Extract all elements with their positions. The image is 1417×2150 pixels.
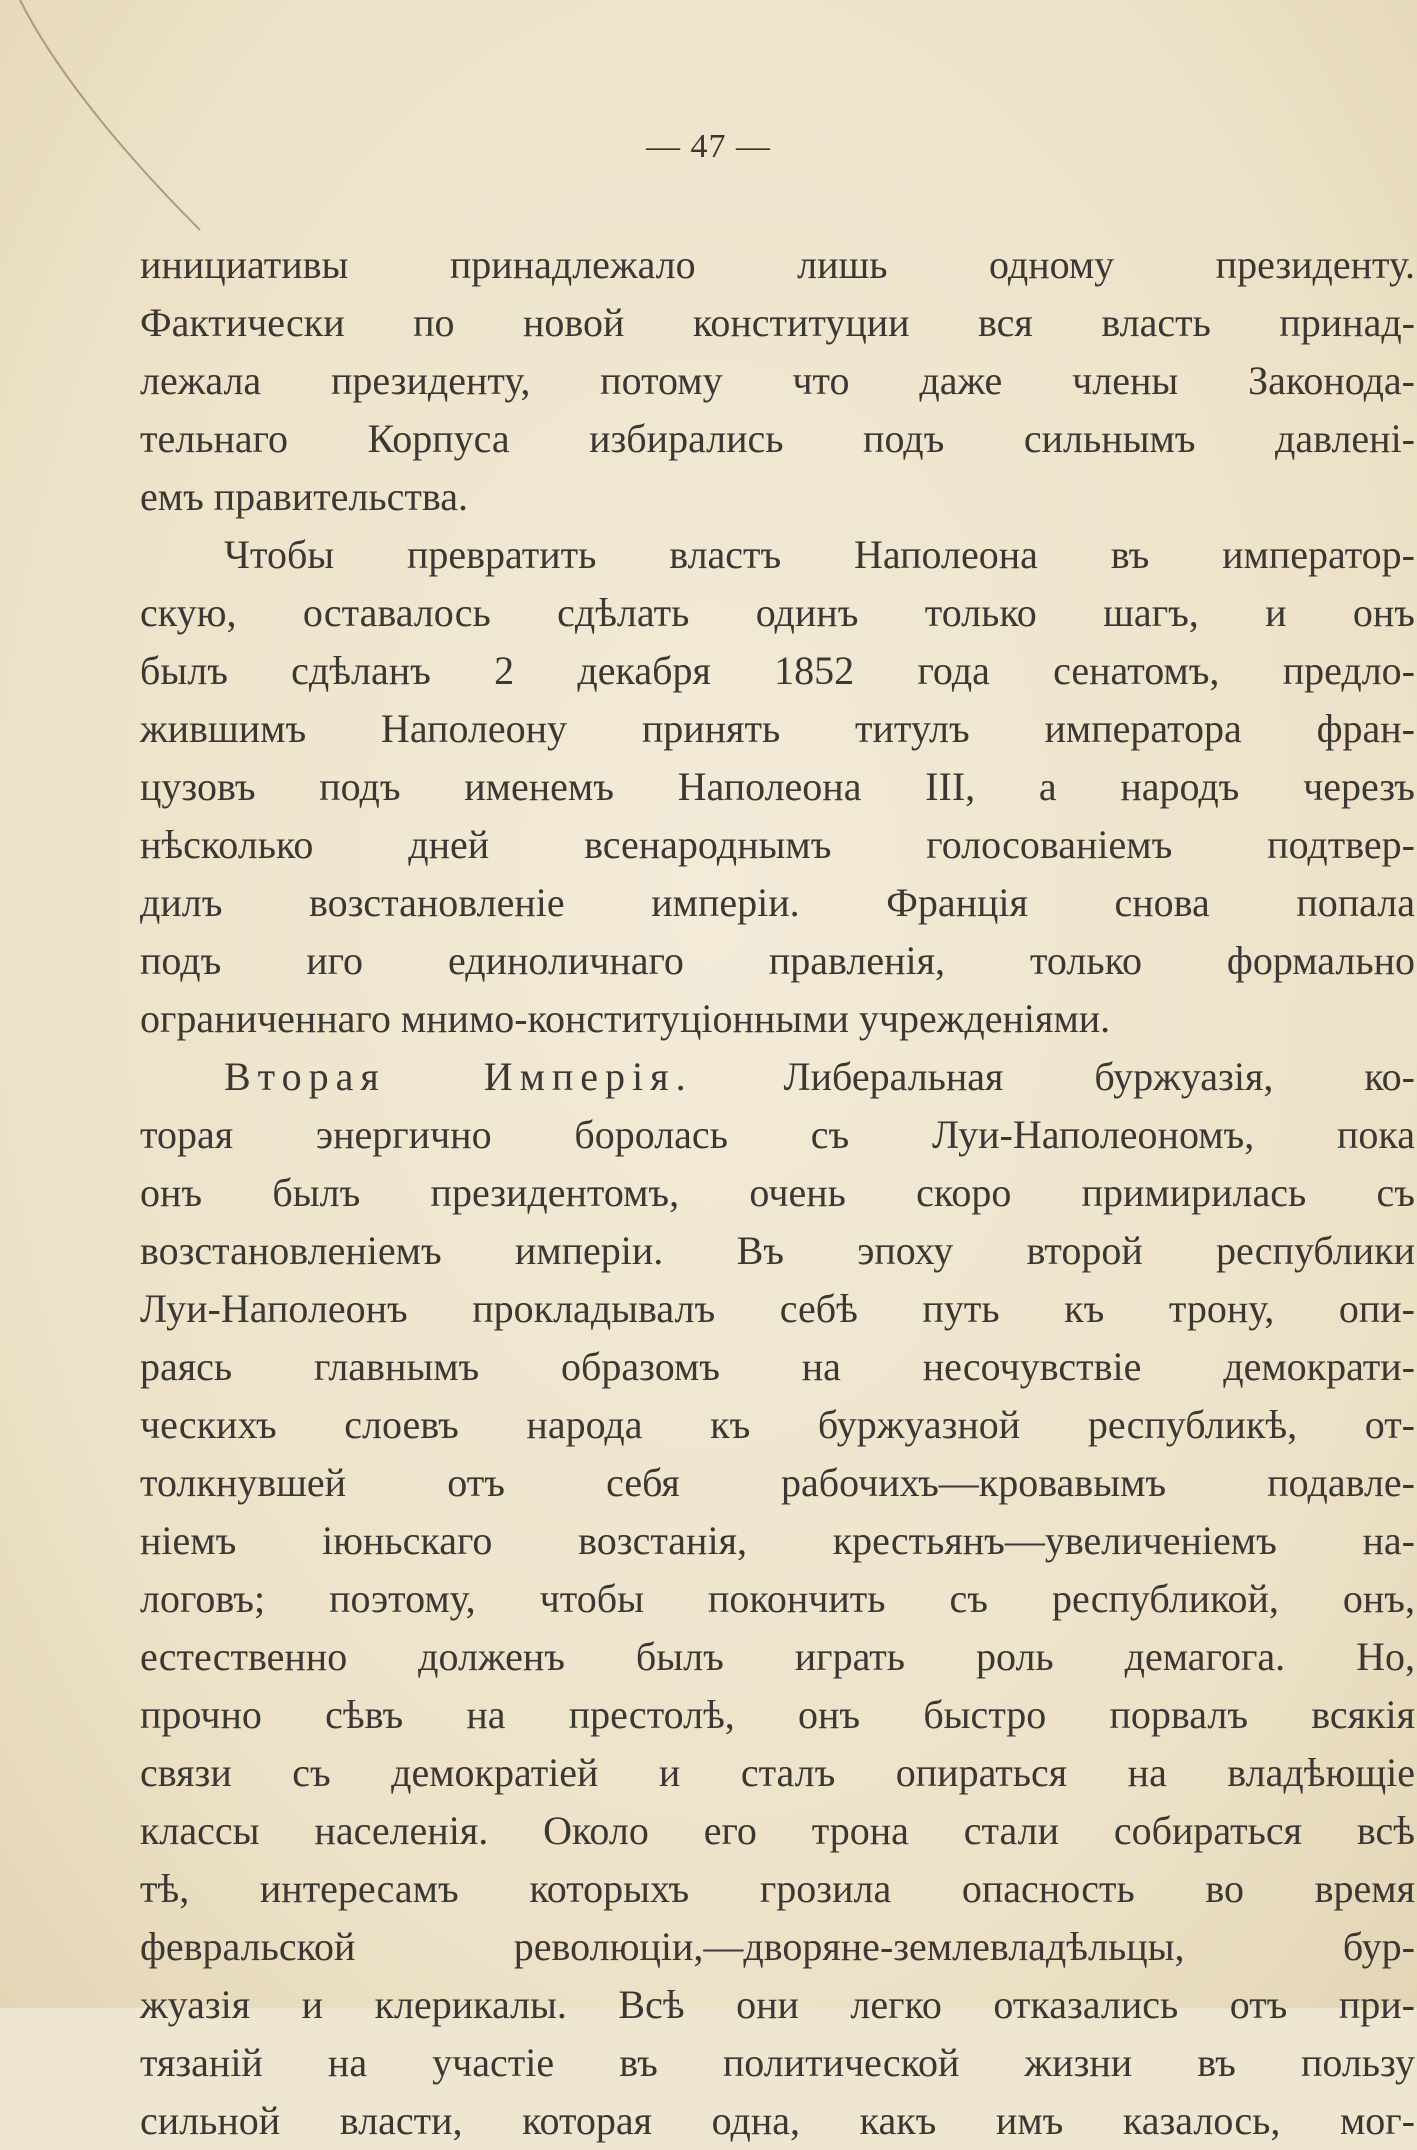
- text-line: ограниченнаго мнимо-конституціонными учрежденіями.: [140, 996, 1111, 1041]
- text-line: инициативы принадлежало лишь одному президенту.: [140, 242, 1415, 287]
- text-line: подъ иго единоличнаго правленія, только формально: [140, 938, 1415, 983]
- text-line: естественно долженъ былъ играть роль демагога. Но,: [140, 1634, 1415, 1679]
- text-line: тязаній на участіе въ политической жизни въ пользу: [140, 2040, 1415, 2085]
- text-line-rest: Либеральная буржуазія, ко-: [783, 1054, 1415, 1099]
- text-line: скую, оставалось сдѣлать одинъ только шагъ, и онъ: [140, 590, 1415, 635]
- text-line: классы населенія. Около его трона стали собираться всѣ: [140, 1808, 1415, 1853]
- text-line: жуазія и клерикалы. Всѣ они легко отказались отъ при-: [140, 1982, 1415, 2027]
- text-line: жившимъ Наполеону принять титулъ императора фран-: [140, 706, 1415, 751]
- text-line: дилъ возстановленіе имперіи. Франція снова попала: [140, 880, 1415, 925]
- text-line: логовъ; поэтому, чтобы покончить съ республикой, онъ,: [140, 1576, 1415, 1621]
- text-line: связи съ демократіей и сталъ опираться на владѣющіе: [140, 1750, 1415, 1795]
- text-line: ніемъ іюньскаго возстанія, крестьянъ—увеличеніемъ на-: [140, 1518, 1415, 1563]
- text-line: Луи-Наполеонъ прокладывалъ себѣ путь къ трону, опи-: [140, 1286, 1415, 1331]
- text-line: тельнаго Корпуса избирались подъ сильнымъ давлені-: [140, 416, 1415, 461]
- text-line: лежала президенту, потому что даже члены Законода-: [140, 358, 1415, 403]
- body-text: [140, 236, 1415, 2150]
- section-heading-line: [140, 1048, 1415, 1106]
- text-line: Фактически по новой конституции вся власть принад-: [140, 300, 1415, 345]
- section-heading: Вторая Имперія.: [224, 1054, 693, 1099]
- text-line: нѣсколько дней всенароднымъ голосованіемъ подтвер-: [140, 822, 1415, 867]
- text-line: раясь главнымъ образомъ на несочувствіе демократи-: [140, 1344, 1415, 1389]
- text-line: Чтобы превратить властъ Наполеона въ император-: [224, 532, 1415, 577]
- page-number: — 47 —: [646, 128, 771, 165]
- text-line: толкнувшей отъ себя рабочихъ—кровавымъ подавле-: [140, 1460, 1415, 1505]
- text-line: онъ былъ президентомъ, очень скоро примирилась съ: [140, 1170, 1415, 1215]
- text-line: февральской революціи,—дворяне-землевладѣльцы, бур-: [140, 1924, 1415, 1969]
- text-line: сильной власти, которая одна, какъ имъ казалось, мог-: [140, 2098, 1415, 2143]
- text-line: возстановленіемъ имперіи. Въ эпоху второй республики: [140, 1228, 1415, 1273]
- page-corner-fold-line: [0, 0, 220, 240]
- text-line: ческихъ слоевъ народа къ буржуазной республикѣ, от-: [140, 1402, 1415, 1447]
- text-line: прочно сѣвъ на престолѣ, онъ быстро порвалъ всякія: [140, 1692, 1415, 1737]
- text-line: тѣ, интересамъ которыхъ грозила опасность во время: [140, 1866, 1415, 1911]
- text-line: торая энергично боролась съ Луи-Наполеономъ, пока: [140, 1112, 1415, 1157]
- text-line: емъ правительства.: [140, 474, 468, 519]
- text-line: цузовъ подъ именемъ Наполеона III, а народъ черезъ: [140, 764, 1415, 809]
- text-line: былъ сдѣланъ 2 декабря 1852 года сенатомъ, предло-: [140, 648, 1415, 693]
